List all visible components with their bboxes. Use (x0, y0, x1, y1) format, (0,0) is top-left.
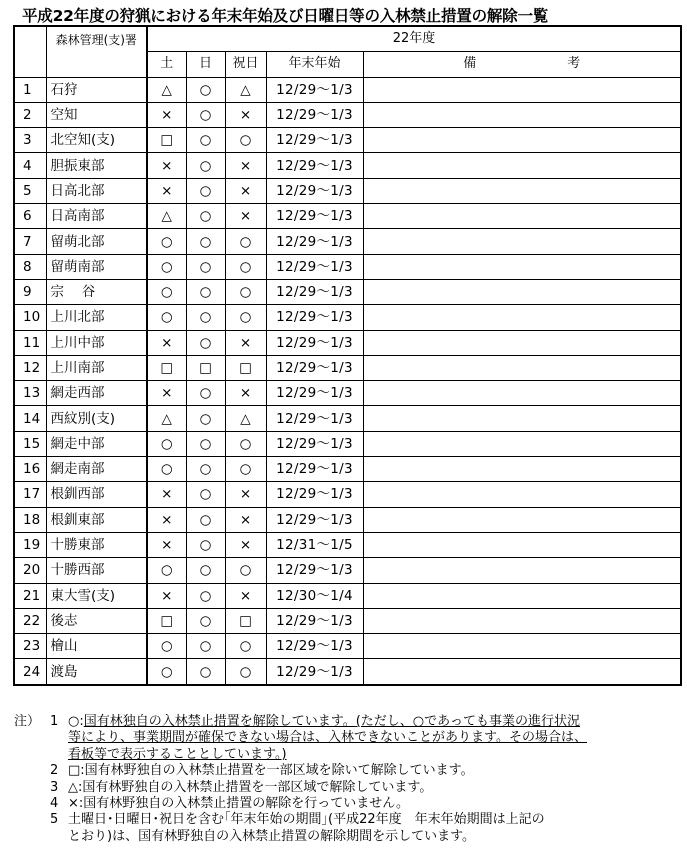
table-row (14, 330, 681, 355)
row-number: 17 (14, 482, 46, 507)
office-name: 十勝東部 (46, 532, 147, 557)
remarks-cell (363, 532, 681, 557)
saturday-status: ○ (147, 254, 186, 279)
remarks-cell (363, 77, 681, 102)
remarks-cell (363, 659, 681, 685)
office-name: 渡島 (46, 659, 147, 685)
sunday-status: ○ (186, 102, 225, 127)
table-row (14, 229, 681, 254)
remarks-cell (363, 178, 681, 203)
note-1-symbol: ○: (68, 714, 84, 729)
new-year-period: 12/29～1/3 (266, 204, 363, 229)
table-row (14, 178, 681, 203)
remarks-cell (363, 583, 681, 608)
saturday-status: □ (147, 355, 186, 380)
new-year-period: 12/29～1/3 (266, 558, 363, 583)
row-number: 11 (14, 330, 46, 355)
saturday-status: × (147, 507, 186, 532)
holiday-status: ○ (225, 431, 266, 456)
table-row (14, 558, 681, 583)
header-row-1 (14, 26, 681, 52)
note-3-number: 3 (50, 779, 59, 795)
holiday-status: ○ (225, 279, 266, 304)
sunday-status: ○ (186, 254, 225, 279)
saturday-status: × (147, 153, 186, 178)
sunday-status: ○ (186, 532, 225, 557)
new-year-period: 12/29～1/3 (266, 77, 363, 102)
new-year-period: 12/29～1/3 (266, 457, 363, 482)
office-name: 胆振東部 (46, 153, 147, 178)
office-name: 留萌南部 (46, 254, 147, 279)
holiday-status: × (225, 330, 266, 355)
table-row (14, 102, 681, 127)
saturday-status: × (147, 330, 186, 355)
row-number: 23 (14, 634, 46, 659)
table-row (14, 507, 681, 532)
sunday-status: ○ (186, 178, 225, 203)
note-4 (14, 796, 684, 812)
sunday-status: ○ (186, 583, 225, 608)
office-name: 網走中部 (46, 431, 147, 456)
sunday-status: ○ (186, 482, 225, 507)
saturday-status: ○ (147, 431, 186, 456)
sunday-status: ○ (186, 77, 225, 102)
sunday-status: ○ (186, 229, 225, 254)
new-year-period: 12/29～1/3 (266, 128, 363, 153)
note-2 (14, 763, 684, 779)
table-row (14, 279, 681, 304)
office-name: 上川北部 (46, 305, 147, 330)
table-row (14, 659, 681, 685)
holiday-status: × (225, 178, 266, 203)
holiday-status: ○ (225, 229, 266, 254)
table-row (14, 406, 681, 431)
remarks-cell (363, 507, 681, 532)
remarks-cell (363, 279, 681, 304)
holiday-status: × (225, 583, 266, 608)
remarks-cell (363, 482, 681, 507)
note-3 (14, 780, 684, 796)
office-name: 檜山 (46, 634, 147, 659)
row-number: 12 (14, 355, 46, 380)
sunday-status: ○ (186, 507, 225, 532)
saturday-status: × (147, 102, 186, 127)
row-number: 13 (14, 381, 46, 406)
holiday-status: × (225, 507, 266, 532)
office-name: 網走西部 (46, 381, 147, 406)
new-year-period: 12/29～1/3 (266, 507, 363, 532)
row-number: 19 (14, 532, 46, 557)
sunday-status: ○ (186, 305, 225, 330)
header-holiday: 祝日 (225, 52, 266, 77)
office-name: 日高南部 (46, 204, 147, 229)
saturday-status: × (147, 381, 186, 406)
note-5-number: 5 (50, 812, 59, 828)
holiday-status: △ (225, 406, 266, 431)
table-row (14, 532, 681, 557)
row-number: 1 (14, 77, 46, 102)
holiday-status: □ (225, 608, 266, 633)
remarks-cell (363, 128, 681, 153)
page-title: 平成22年度の狩猟における年末年始及び日曜日等の入林禁止措置の解除一覧 (22, 7, 549, 25)
row-number: 21 (14, 583, 46, 608)
sunday-status: ○ (186, 608, 225, 633)
header-saturday: 土 (147, 52, 186, 77)
holiday-status: △ (225, 77, 266, 102)
closure-table (13, 25, 682, 686)
saturday-status: ○ (147, 305, 186, 330)
row-number: 15 (14, 431, 46, 456)
row-number: 4 (14, 153, 46, 178)
sunday-status: ○ (186, 153, 225, 178)
header-new-year: 年末年始 (266, 52, 363, 77)
remarks-cell (363, 102, 681, 127)
row-number: 5 (14, 178, 46, 203)
note-lead: 注） (14, 714, 41, 729)
new-year-period: 12/29～1/3 (266, 178, 363, 203)
table-row (14, 128, 681, 153)
office-name: 根釧東部 (46, 507, 147, 532)
office-name: 十勝西部 (46, 558, 147, 583)
header-sunday: 日 (186, 52, 225, 77)
sunday-status: ○ (186, 204, 225, 229)
note-1-text: 国有林独自の入林禁止措置を解除しています。 (83, 714, 356, 729)
table-row (14, 77, 681, 102)
header-office: 森林管理(支)署 (46, 26, 147, 77)
notes (14, 714, 684, 845)
remarks-cell (363, 381, 681, 406)
office-name: 宗 谷 (46, 279, 147, 304)
saturday-status: ○ (147, 229, 186, 254)
row-number: 7 (14, 229, 46, 254)
new-year-period: 12/29～1/3 (266, 279, 363, 304)
remarks-cell (363, 254, 681, 279)
row-number: 18 (14, 507, 46, 532)
remarks-cell (363, 406, 681, 431)
sunday-status: ○ (186, 659, 225, 685)
saturday-status: □ (147, 128, 186, 153)
new-year-period: 12/29～1/3 (266, 406, 363, 431)
saturday-status: △ (147, 204, 186, 229)
note-1-line3: 看板等で表示することとしています。) (68, 746, 287, 762)
note-1-caveat: (ただし、○であっても事業の進行状況 (355, 714, 580, 729)
new-year-period: 12/29～1/3 (266, 482, 363, 507)
note-4-number: 4 (50, 796, 59, 812)
note-1-number: 1 (50, 714, 59, 729)
note-5-line2: とおり)は、国有林野独自の入林禁止措置の解除期間を示しています。 (68, 828, 476, 844)
saturday-status: × (147, 583, 186, 608)
row-number: 3 (14, 128, 46, 153)
holiday-status: ○ (225, 128, 266, 153)
sunday-status: ○ (186, 406, 225, 431)
new-year-period: 12/29～1/3 (266, 153, 363, 178)
new-year-period: 12/29～1/3 (266, 355, 363, 380)
table-row (14, 634, 681, 659)
saturday-status: ○ (147, 558, 186, 583)
holiday-status: ○ (225, 305, 266, 330)
saturday-status: × (147, 178, 186, 203)
remarks-cell (363, 330, 681, 355)
saturday-status: △ (147, 77, 186, 102)
holiday-status: ○ (225, 634, 266, 659)
sunday-status: ○ (186, 128, 225, 153)
row-number: 8 (14, 254, 46, 279)
note-3-text: △:国有林野独自の入林禁止措置を一部区域で解除しています。 (68, 779, 433, 795)
note-2-number: 2 (50, 763, 59, 779)
table-row (14, 608, 681, 633)
holiday-status: × (225, 482, 266, 507)
table-row (14, 381, 681, 406)
new-year-period: 12/29～1/3 (266, 608, 363, 633)
table-row (14, 583, 681, 608)
saturday-status: ○ (147, 659, 186, 685)
holiday-status: × (225, 204, 266, 229)
holiday-status: ○ (225, 254, 266, 279)
saturday-status: ○ (147, 634, 186, 659)
remarks-cell (363, 229, 681, 254)
remarks-cell (363, 153, 681, 178)
new-year-period: 12/29～1/3 (266, 381, 363, 406)
office-name: 後志 (46, 608, 147, 633)
holiday-status: × (225, 381, 266, 406)
new-year-period: 12/29～1/3 (266, 330, 363, 355)
new-year-period: 12/29～1/3 (266, 229, 363, 254)
note-1-line2: 等により、事業期間が確保できない場合は、入林できないことがあります。その場合は、 (68, 730, 587, 746)
office-name: 北空知(支) (46, 128, 147, 153)
table-row (14, 457, 681, 482)
new-year-period: 12/29～1/3 (266, 305, 363, 330)
remarks-cell (363, 634, 681, 659)
office-name: 西紋別(支) (46, 406, 147, 431)
new-year-period: 12/29～1/3 (266, 659, 363, 685)
remarks-cell (363, 204, 681, 229)
table-row (14, 254, 681, 279)
saturday-status: × (147, 532, 186, 557)
office-name: 上川南部 (46, 355, 147, 380)
office-name: 留萌北部 (46, 229, 147, 254)
remarks-cell (363, 608, 681, 633)
row-number: 20 (14, 558, 46, 583)
sunday-status: □ (186, 355, 225, 380)
row-number: 16 (14, 457, 46, 482)
new-year-period: 12/30～1/4 (266, 583, 363, 608)
row-number: 10 (14, 305, 46, 330)
table-row (14, 153, 681, 178)
remarks-cell (363, 431, 681, 456)
holiday-status: × (225, 153, 266, 178)
saturday-status: □ (147, 608, 186, 633)
sunday-status: ○ (186, 431, 225, 456)
remarks-cell (363, 355, 681, 380)
header-number (14, 26, 46, 77)
office-name: 上川中部 (46, 330, 147, 355)
remarks-cell (363, 305, 681, 330)
holiday-status: × (225, 532, 266, 557)
office-name: 根釧西部 (46, 482, 147, 507)
note-4-text: ×:国有林野独自の入林禁止措置の解除を行っていません。 (68, 796, 410, 812)
remarks-cell (363, 558, 681, 583)
saturday-status: △ (147, 406, 186, 431)
row-number: 14 (14, 406, 46, 431)
table-row (14, 431, 681, 456)
office-name: 石狩 (46, 77, 147, 102)
saturday-status: ○ (147, 279, 186, 304)
table-row (14, 204, 681, 229)
note-1 (14, 714, 684, 763)
office-name: 東大雪(支) (46, 583, 147, 608)
row-number: 22 (14, 608, 46, 633)
sunday-status: ○ (186, 279, 225, 304)
note-5 (14, 812, 684, 845)
sunday-status: ○ (186, 558, 225, 583)
table-row (14, 355, 681, 380)
holiday-status: ○ (225, 659, 266, 685)
note-2-text: □:国有林野独自の入林禁止措置を一部区域を除いて解除しています。 (68, 763, 474, 779)
office-name: 日高北部 (46, 178, 147, 203)
sunday-status: ○ (186, 457, 225, 482)
table-row (14, 305, 681, 330)
sunday-status: ○ (186, 634, 225, 659)
header-remarks: 備 考 (363, 52, 681, 77)
header-year: 22年度 (147, 26, 681, 52)
saturday-status: × (147, 482, 186, 507)
new-year-period: 12/29～1/3 (266, 634, 363, 659)
holiday-status: □ (225, 355, 266, 380)
remarks-cell (363, 457, 681, 482)
office-name: 網走南部 (46, 457, 147, 482)
holiday-status: × (225, 102, 266, 127)
note-5-line1: 土曜日･日曜日･祝日を含む｢年末年始の期間｣(平成22年度 年末年始期間は上記の (68, 812, 545, 828)
new-year-period: 12/29～1/3 (266, 102, 363, 127)
row-number: 2 (14, 102, 46, 127)
saturday-status: ○ (147, 457, 186, 482)
new-year-period: 12/29～1/3 (266, 254, 363, 279)
sunday-status: ○ (186, 330, 225, 355)
office-name: 空知 (46, 102, 147, 127)
new-year-period: 12/31～1/5 (266, 532, 363, 557)
row-number: 6 (14, 204, 46, 229)
sunday-status: ○ (186, 381, 225, 406)
row-number: 24 (14, 659, 46, 685)
holiday-status: ○ (225, 558, 266, 583)
holiday-status: ○ (225, 457, 266, 482)
table-row (14, 482, 681, 507)
new-year-period: 12/29～1/3 (266, 431, 363, 456)
row-number: 9 (14, 279, 46, 304)
